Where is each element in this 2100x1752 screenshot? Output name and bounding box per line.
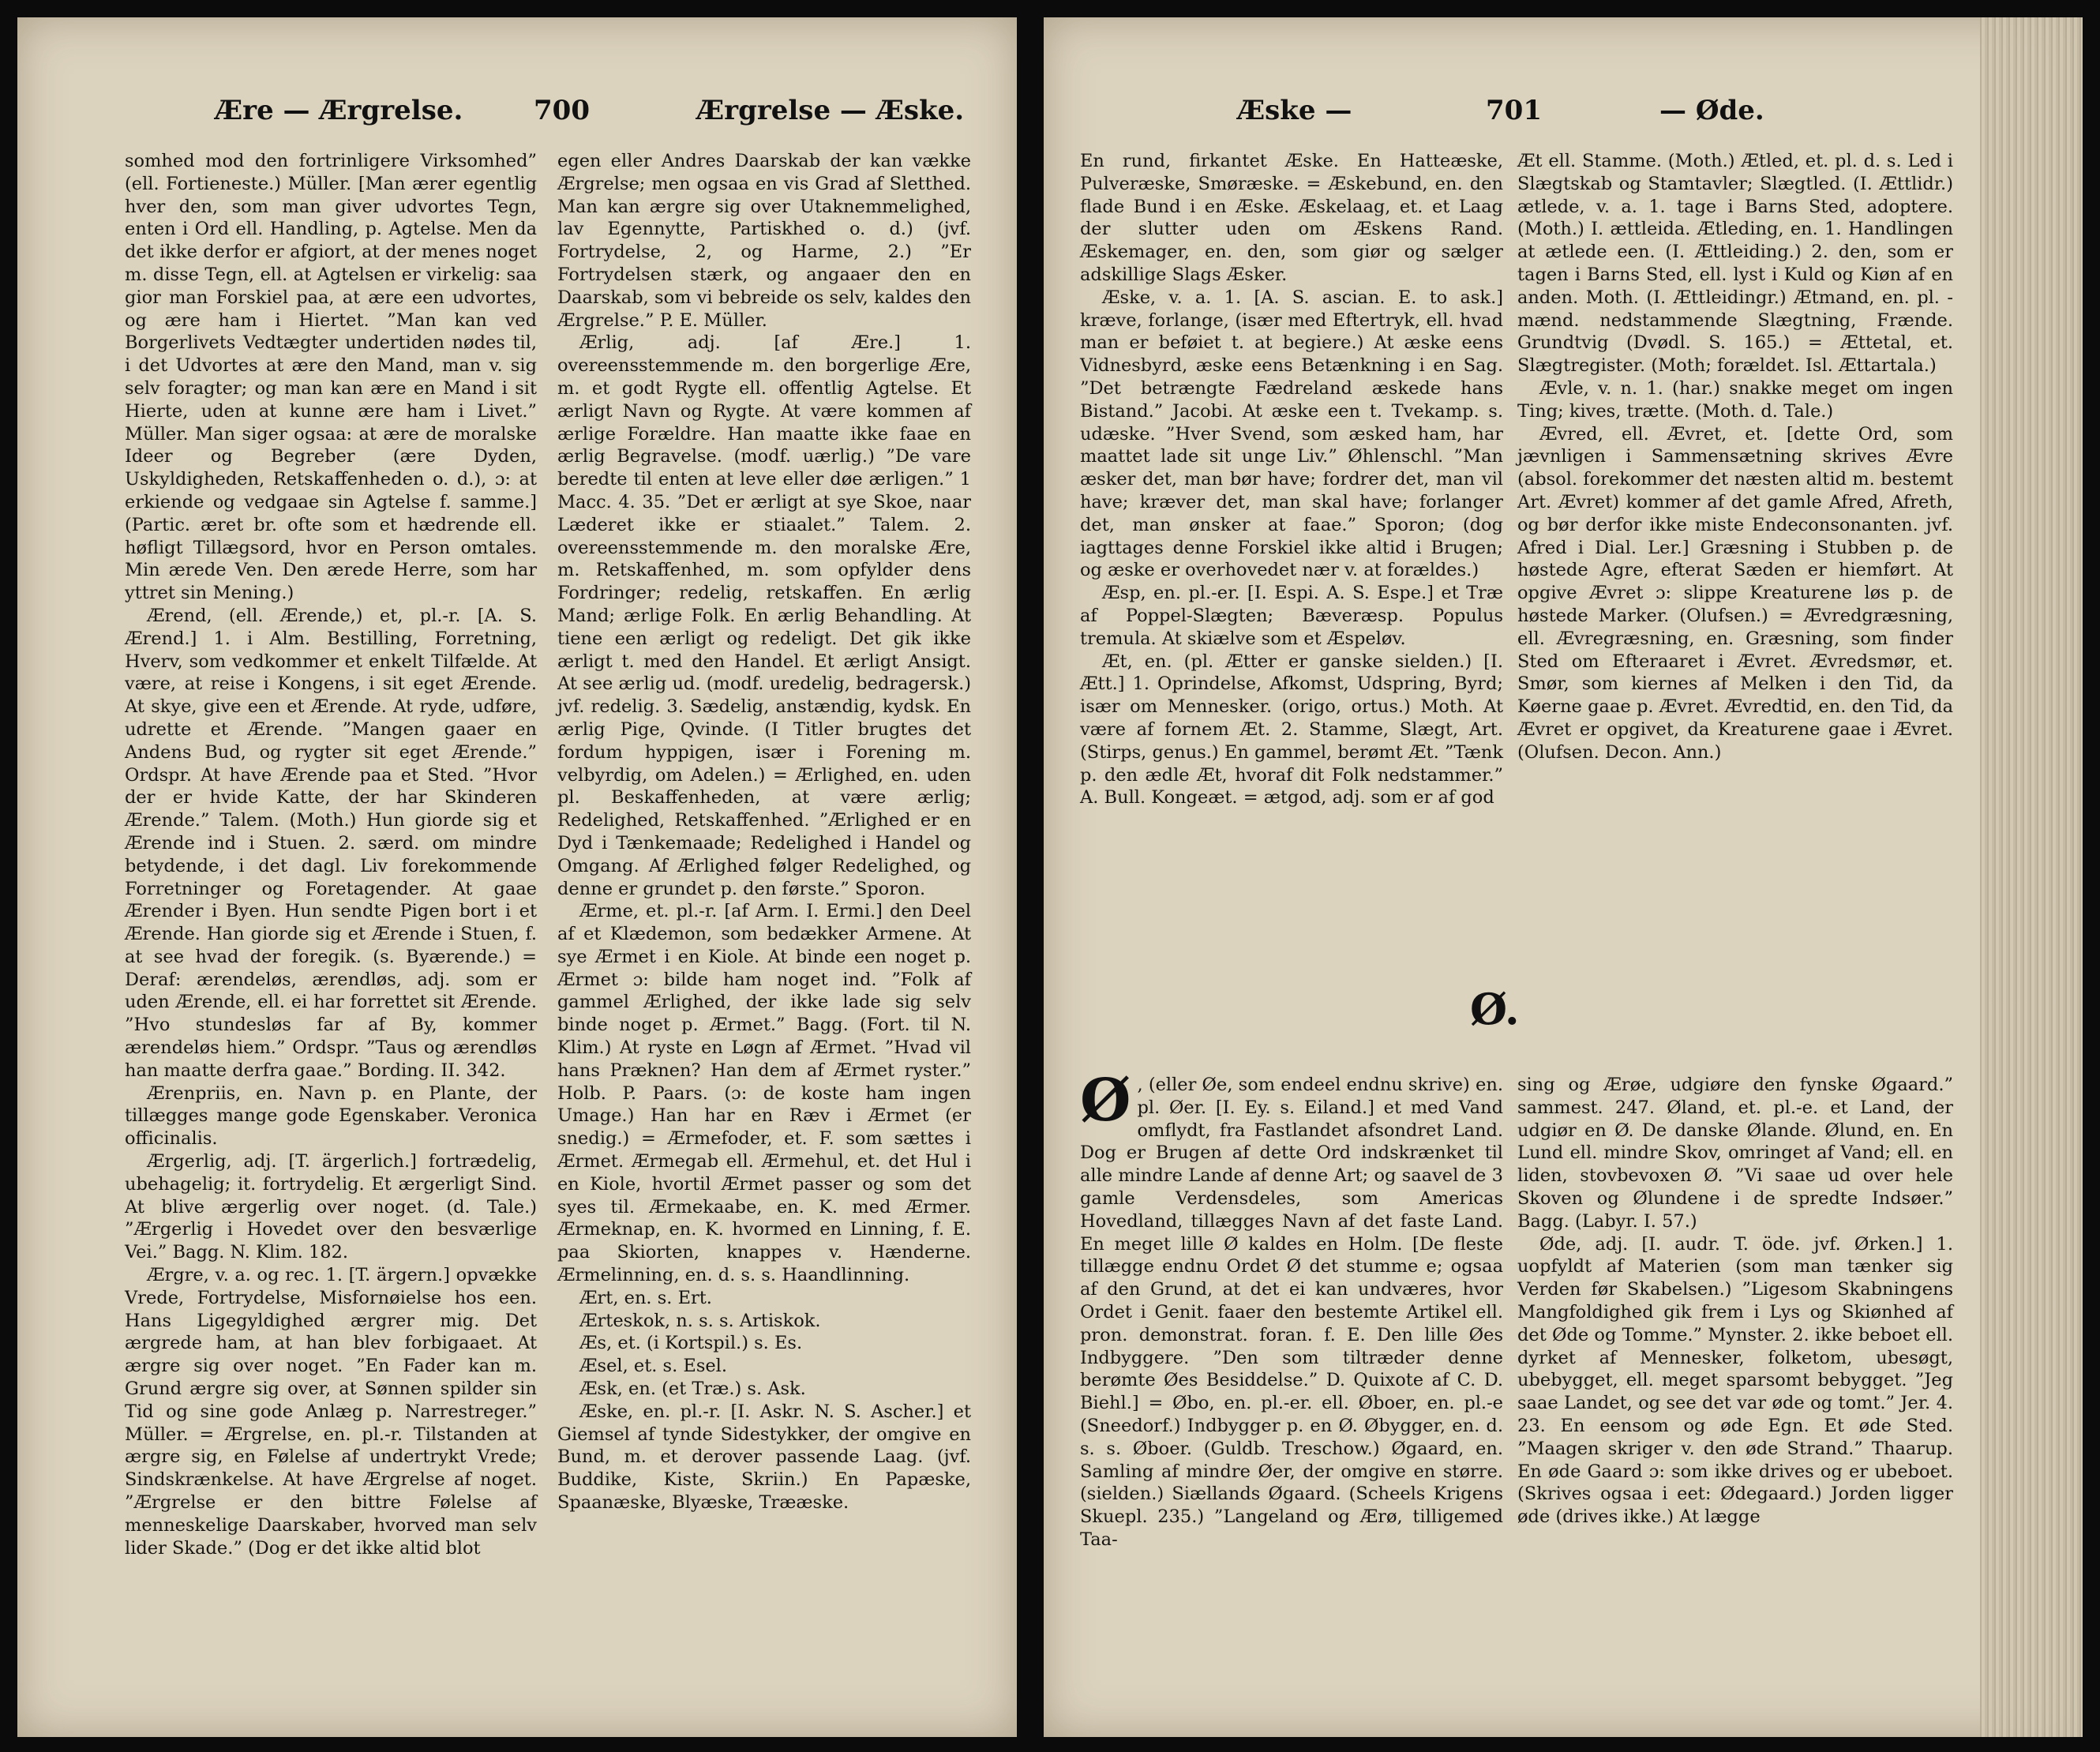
entry-paragraph: Ært, en. s. Ert.	[579, 1287, 712, 1308]
left-column-1	[125, 150, 537, 1559]
section-letter: Ø.	[1470, 984, 1520, 1034]
entry-paragraph: Æsel, et. s. Esel.	[579, 1356, 728, 1377]
entry-paragraph: Æske, en. pl.-r. [I. Askr. N. S. Ascher.] et Giemsel af tynde Sidestykker, der omgive en Bund, m. et derover passende Laag. (jvf. Buddike, Kiste, Skriin.) En Papæske, Spaanæske, Blyæske, Trææske.	[557, 1401, 971, 1514]
entry-paragraph: Ærgerlig, adj. [T. ärgerlich.] fortrædelig, ubehagelig; it. fortrydelig. Et ærgerligt Sind. At blive ærgerlig over noget. (d. Tale.) ”Ærgerlig i Hovedet over den besværlige Vei.” Bagg. N. Klim. 182.	[125, 1151, 537, 1263]
right-column-3	[1080, 1067, 1503, 1551]
entry-paragraph: Æsk, en. (et Træ.) s. Ask.	[579, 1379, 806, 1400]
running-head-left: Æske —	[1237, 95, 1352, 126]
page-number-right: 701	[1486, 95, 1542, 126]
entry-paragraph: Ærenpriis, en. Navn p. en Plante, der tillægges mange gode Egenskaber. Veronica officinalis.	[125, 1082, 537, 1150]
running-head-left: Ære — Ærgrelse.	[215, 95, 463, 126]
entry-paragraph: Ævred, ell. Ævret, et. [dette Ord, som jævnligen i Sammensætning skrives Ævre (absol. forekommer det næsten altid m. bestemt Art. Ævret) kommer af det gamle Afred, Afreth, og bør derfor ikke miste Endeconsonanten. jvf. Afred i Dial. Ler.] Græsning i Stubben p. de høstede Agre, efterat Sæden er hiemført. At opgive Ævret ɔ: slippe Kreaturene løs p. de høstede Marker. (Olufsen.) = Ævredgræsning, ell. Ævregræsning, en. Græsning, som finder Sted om Efteraaret i Ævret. Ævredsmør, et. Smør, som kiernes af Melken i den Tid, da Køerne gaae p. Ævret. Ævredtid, en. den Tid, da Ævret er opgivet, da Kreaturene gaae i Ævret. (Olufsen. Decon. Ann.)	[1517, 423, 1953, 763]
entry-paragraph: Ævle, v. n. 1. (har.) snakke meget om ingen Ting; kives, trætte. (Moth. d. Tale.)	[1517, 377, 1953, 422]
entry-paragraph: Ærteskok, n. s. s. Artiskok.	[579, 1310, 821, 1331]
entry-paragraph: En rund, firkantet Æske. En Hatteæske, Pulveræske, Smøræske. = Æskebund, en. den flade Bund i en Æske. Æskelaag, et. et Laag der slutter uden om Æskens Rand. Æskemager, en. den, som giør og sælger adskillige Slags Æsker.	[1080, 151, 1503, 285]
left-page	[17, 17, 1017, 1737]
entry-paragraph: sing og Ærøe, udgiøre den fynske Øgaard.” sammest. 247. Øland, et. pl.-e. et Land, der udgiør en Ø. De danske Ølande. Ølund, en. En Lund ell. mindre Skov, omringet af Vand; ell. en liden, stovbevoxen Ø. ”Vi saae ud over hele Skoven og Ølundene i de spredte Indsøer.” Bagg. (Labyr. I. 57.)	[1517, 1075, 1953, 1232]
entry-paragraph: Ærgre, v. a. og rec. 1. [T. ärgern.] opvække Vrede, Fortrydelse, Misfornøielse hos een. Hans Ligegyldighed ærgrer mig. Det ærgrede ham, at han blev forbigaaet. At ærgre sig over noget. ”En Fader kan m. Grund ærgre sig over, at Sønnen spilder sin Tid og sine gode Anlæg p. Narrestreger.” Müller. = Ærgrelse, en. pl.-r. Tilstanden at ærgre sig, en Følelse af undertrykt Vrede; Sindskrænkelse. At have Ærgrelse af noget. ”Ærgrelse er den bittre Følelse af menneskelige Daarskaber, hvorved man selv lider Skade.” (Dog er det ikke altid blot	[125, 1265, 537, 1559]
page-edges	[1980, 17, 2083, 1737]
left-column-2	[557, 150, 971, 1514]
entry-paragraph: Øde, adj. [I. audr. T. öde. jvf. Ørken.] 1. uopfyldt af Materien (som man tænker sig Verden før Skabelsen.) ”Ligesom Skabningens Mangfoldighed gik frem i Lys og Skiønhed af det Øde og Tomme.” Mynster. 2. ikke beboet ell. dyrket af Mennesker, folketom, ubesøgt, ubebygget, ell. meget sparsomt bebygget. ”Jeg saae Landet, og see det var øde og tomt.” Jer. 4. 23. En eensom og øde Egn. Et øde Sted. ”Maagen skriger v. den øde Strand.” Thaarup. En øde Gaard ɔ: som ikke drives og er ubeboet. (Skrives ogsaa i eet: Ødegaard.) Jorden ligger øde (drives ikke.) At lægge	[1517, 1233, 1953, 1528]
running-head-right: Ærgrelse — Æske.	[696, 95, 965, 126]
entry-paragraph: Æt ell. Stamme. (Moth.) Ætled, et. pl. d. s. Led i Slægtskab og Stamtavler; Slægtled. (I. Ættlidr.) ætlede, v. a. 1. tage i Barns Sted, adoptere. (Moth.) I. ættleida. Ætleding, en. 1. Handlingen at ætlede een. (I. Ættleiding.) 2. den, som er tagen i Barns Sted, ell. lyst i Kuld og Kiøn af en anden. Moth. (I. Ættleidingr.) Ætmand, en. pl. -mænd. nedstammende Slægtning, Frænde. Grundtvig (Dvødl. S. 165.) = Ættetal, et. Slægtregister. (Moth; forældet. Isl. Ættartala.)	[1517, 151, 1953, 377]
page-number-left: 700	[534, 95, 590, 126]
right-column-2	[1517, 150, 1953, 764]
entry-paragraph: egen eller Andres Daarskab der kan vække Ærgrelse; men ogsaa en vis Grad af Sletthed. Man kan ærgre sig over Utaknemmelighed, lav Egennytte, Partiskhed o. d.) (jvf. Fortrydelse, 2, og Harme, 2.) ”Er Fortrydelsen stærk, og angaaer den en Daarskab, som vi bebreide os selv, kaldes den Ærgrelse.” P. E. Müller.	[557, 151, 971, 331]
entry-paragraph: Æsp, en. pl.-er. [I. Espi. A. S. Espe.] et Træ af Poppel-Slægten; Bæveræsp. Populus tremula. At skiælve som et Æspeløv.	[1080, 583, 1503, 649]
entry-paragraph: Æs, et. (i Kortspil.) s. Es.	[579, 1333, 803, 1354]
entry-paragraph: Ærlig, adj. [af Ære.] 1. overeensstemmende m. den borgerlige Ære, m. et godt Rygte ell. offentlig Agtelse. Et ærligt Navn og Rygte. At være kommen af ærlige Forældre. Han maatte ikke faae en ærlig Begravelse. (modf. uærlig.) ”De vare beredte til enten at leve eller døe ærligen.” 1 Macc. 4. 35. ”Det er ærligt at sye Skoe, naar Læderet ikke er stiaalet.” Talem. 2. overeensstemmende m. den moralske Ære, m. Retskaffenhed, m. som opfylder dens Fordringer; redelig, retskaffen. En ærlig Mand; ærlige Folk. En ærlig Behandling. At tiene een ærligt og redeligt. Det gik ikke ærligt t. med den Handel. Et ærligt Ansigt. At see ærlig ud. (modf. uredelig, bedragersk.) jvf. redelig. 3. Sædelig, anstændig, kydsk. En ærlig Pige, Qvinde. (I Titler brugtes det fordum hyppigen, især i Forening m. velbyrdig, om Adelen.) = Ærlighed, en. uden pl. Beskaffenheden, at være ærlig; Redelighed, Retskaffenhed. ”Ærlighed er en Dyd i Tænkemaade; Redelighed i Handel og Omgang. Af Ærlighed følger Redelighed, og denne er grundet p. den første.” Sporon.	[557, 332, 971, 899]
right-column-1	[1080, 150, 1503, 809]
entry-paragraph: Ærend, (ell. Ærende,) et, pl.-r. [A. S. Ærend.] 1. i Alm. Bestilling, Forretning, Hverv, som vedkommer et enkelt Tilfælde. At være, at reise i Kongens, i sit eget Ærende. At skye, give een et Ærende. At ryde, udføre, udrette et Ærende. ”Mangen gaaer en Andens Bud, og rygter sit eget Ærende.” Ordspr. At have Ærende paa et Sted. ”Hvor der er hvide Katte, der har Skinderen Ærende.” Talem. (Moth.) Hun giorde sig et Ærende ind i Stuen. 2. særd. om mindre betydende, i det dagl. Liv forekommende Forretninger og Foretagender. At gaae Ærender i Byen. Hun sendte Pigen bort i et Ærende. Han giorde sig et Ærende i Stuen, f. at see hvad der foregik. (s. Byærende.) = Deraf: ærendeløs, ærendløs, adj. som er uden Ærende, ell. ei har forrettet sit Ærende. ”Hvo stundesløs far af By, kommer ærendeløs hiem.” Ordspr. ”Taus og ærendløs han maatte derfra gaae.” Bording. II. 342.	[125, 605, 537, 1081]
entry-paragraph: Æt, en. (pl. Ætter er ganske sielden.) [I. Ætt.] 1. Oprindelse, Afkomst, Udspring, Byrd; især om Mennesker. (origo, ortus.) Moth. At være af fornem Æt. 2. Stamme, Slægt, Art. (Stirps, genus.) En gammel, berømt Æt. ”Tænk p. den ædle Æt, hvoraf dit Folk nedstammer.” A. Bull. Kongeæt. = ætgod, adj. som er af god	[1080, 651, 1503, 808]
drop-cap: Ø	[1080, 1067, 1131, 1135]
entry-paragraph: Ærme, et. pl.-r. [af Arm. I. Ermi.] den Deel af et Klædemon, som bedækker Armene. At sye Ærmet i en Kiole. At binde een noget p. Ærmet ɔ: bilde ham noget ind. ”Folk af gammel Ærlighed, der ikke lade sig selv binde noget p. Ærmet.” Bagg. (Fort. til N. Klim.) At ryste en Løgn af Ærmet. ”Hvad vil hans Præknen? Han dem af Ærmet ryster.” Holb. P. Paars. (ɔ: de koste ham ingen Umage.) Han har en Ræv i Ærmet (er snedig.) = Ærmefoder, et. F. som sættes i Ærmet. Ærmegab ell. Ærmehul, et. det Hul i en Kiole, hvortil Ærmet passer og som det syes til. Ærmekaabe, en. K. med Ærmer. Ærmeknap, en. K. hvormed en Linning, f. E. paa Skiorten, knappes v. Hænderne. Ærmelinning, en. d. s. s. Haandlinning.	[557, 901, 971, 1286]
running-head-right: — Øde.	[1659, 95, 1764, 126]
right-column-4	[1517, 1074, 1953, 1529]
right-page	[1044, 17, 2083, 1737]
entry-paragraph: , (eller Øe, som endeel endnu skrive) en. pl. Øer. [I. Ey. s. Eiland.] et med Vand omflydt, fra Fastlandet afsondret Land. Dog er Brugen af dette Ord indskrænket til alle mindre Lande af denne Art; og saavel de 3 gamle Verdensdeles, som Americas Hovedland, tillægges Navn af det faste Land. En meget lille Ø kaldes en Holm. [De fleste tillægge endnu Ordet Ø det stumme e; ogsaa af den Grund, at det ei kan undværes, hvor Ordet i Genit. faaer den bestemte Artikel ell. pron. demonstrat. foran. f. E. Den lille Øes Indbyggere. ”Den som tiltræder denne berømte Øes Besiddelse.” D. Quixote af C. D. Biehl.] = Øbo, en. pl.-er. ell. Øboer, en. pl.-e (Sneedorf.) Indbygger p. en Ø. Øbygger, en. d. s. s. Øboer. (Guldb. Treschow.) Øgaard, en. Samling af mindre Øer, der omgive en større. (sielden.) Siællands Øgaard. (Scheels Krigens Skuepl. 235.) ”Langeland og Ærø, tilligemed Taa-	[1080, 1075, 1503, 1550]
entry-paragraph: somhed mod den fortrinligere Virksomhed” (ell. Fortieneste.) Müller. [Man ærer egentlig hver den, som man giver udvortes Tegn, enten i Ord ell. Handling, p. Agtelse. Men da det ikke derfor er afgiort, at der menes noget m. disse Tegn, ell. at Agtelsen er virkelig: saa gior man Forskiel paa, at ære een udvortes, og ære ham i Hiertet. ”Man kan ved Borgerlivets Vedtægter undertiden nødes til, i det Udvortes at ære den Mand, man v. sig selv foragter; og man kan ære en Mand i sit Hierte, uden at kunne ære ham i Livet.” Müller. Man siger ogsaa: at ære de moralske Ideer og Begreber (ære Dyden, Uskyldigheden, Retskaffenheden o. d.), ɔ: at erkiende og vedgaae sin Agtelse f. samme.] (Partic. æret br. ofte som et hædrende ell. høfligt Tillægsord, hvor en Person omtales. Min ærede Ven. Den ærede Herre, som har yttret sin Mening.)	[125, 151, 537, 604]
entry-paragraph: Æske, v. a. 1. [A. S. ascian. E. to ask.] kræve, forlange, (især med Eftertryk, ell. hvad man er beføiet t. at begiere.) At æske eens Vidnesbyrd, æske eens Betænkning i en Sag. ”Det betrængte Fædreland æskede hans Bistand.” Jacobi. At æske een t. Tvekamp. s. udæske. ”Hver Svend, som æsked ham, har maattet lade sit unge Liv.” Øhlenschl. ”Man æsker det, man bør have; fordrer det, man vil have; kræver det, man skal have; forlanger det, man ønsker at faae.” Sporon; (dog iagttages denne Forskiel ikke altid i Brugen; og æske er overhovedet nær v. at forældes.)	[1080, 287, 1503, 581]
